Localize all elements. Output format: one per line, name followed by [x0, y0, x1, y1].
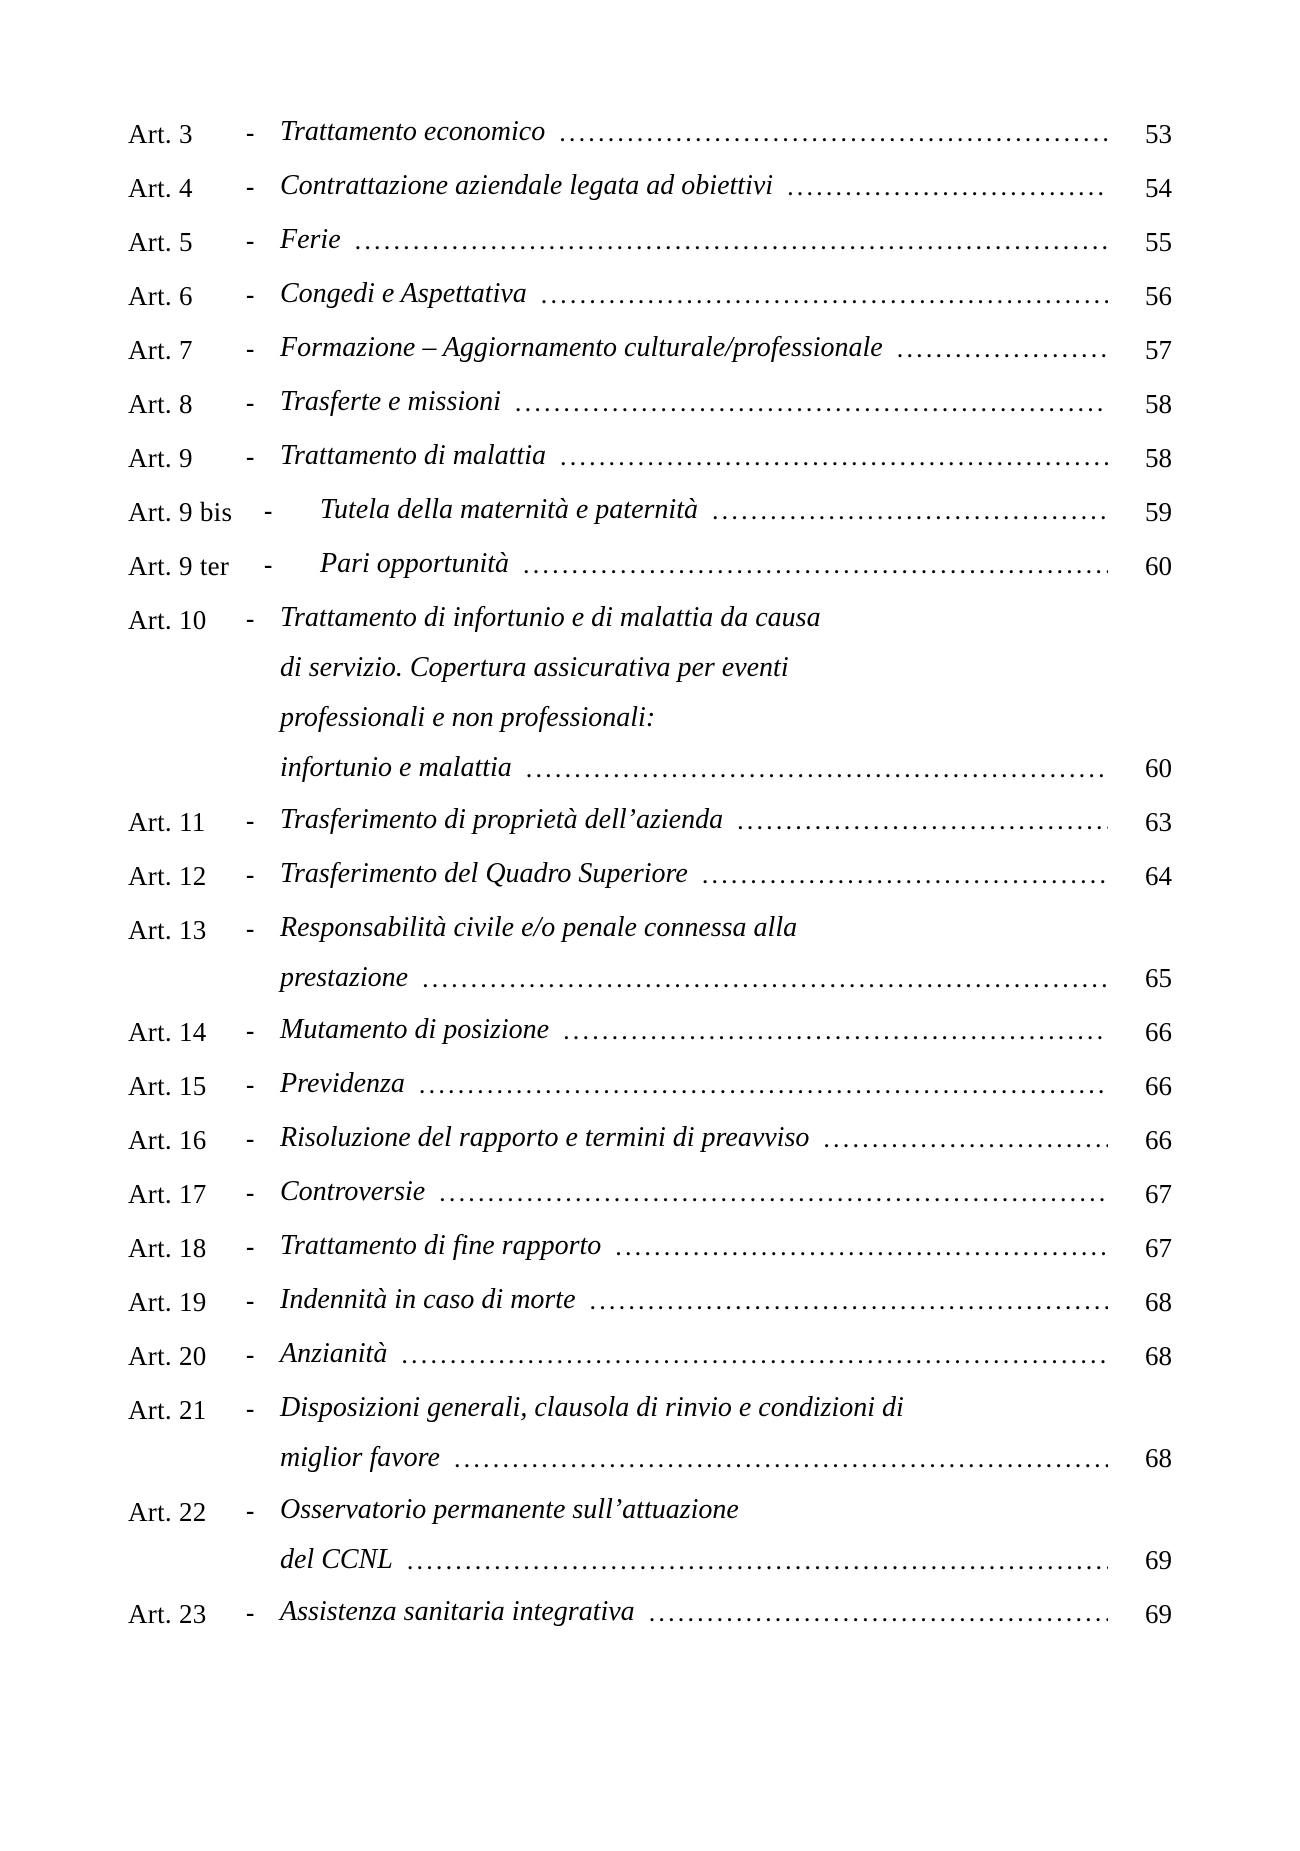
toc-entry[interactable] — [128, 334, 1172, 364]
toc-entry-title: Anzianità — [280, 1338, 388, 1369]
toc-entry[interactable] — [128, 1178, 1172, 1208]
dot-leader — [419, 1082, 1108, 1098]
dot-leader — [590, 1298, 1108, 1314]
toc-separator-dash: - — [246, 174, 255, 201]
toc-article-label: Art. 21 — [128, 1395, 207, 1425]
toc-article-label: Art. 8 — [128, 389, 193, 419]
dot-leader — [407, 1558, 1108, 1574]
toc-entry-title: Congedi e Aspettativa — [280, 278, 527, 309]
toc-entry-title: Disposizioni generali, clausola di rinvio e condizioni di — [280, 1392, 904, 1423]
toc-entry-title: Formazione – Aggiornamento culturale/professionale — [280, 332, 883, 363]
toc-page-number: 63 — [1145, 807, 1172, 837]
toc-entry-title: Indennità in caso di morte — [280, 1284, 576, 1315]
toc-entry-body — [280, 604, 1114, 782]
toc-page-number: 66 — [1145, 1125, 1172, 1155]
toc-article-label: Art. 11 — [128, 807, 206, 837]
toc-article-label: Art. 15 — [128, 1071, 207, 1101]
toc-entry-title-continuation: infortunio e malattia — [280, 752, 512, 783]
toc-separator-dash: - — [246, 606, 255, 633]
toc-entry-body — [280, 1232, 1114, 1260]
toc-entry-body — [280, 172, 1114, 200]
dot-leader — [649, 1610, 1108, 1626]
toc-page-number: 67 — [1145, 1233, 1172, 1263]
dot-leader — [559, 130, 1108, 146]
toc-entry-body — [280, 1070, 1114, 1098]
toc-article-label: Art. 16 — [128, 1125, 207, 1155]
toc-entry-title: Trasferimento del Quadro Superiore — [280, 858, 688, 889]
toc-article-label: Art. 12 — [128, 861, 207, 891]
toc-entry-title: Trasferte e missioni — [280, 386, 501, 417]
toc-entry-body — [280, 914, 1114, 992]
toc-entry-body — [280, 280, 1114, 308]
toc-entry-body — [280, 1286, 1114, 1314]
toc-entry-title: Controversie — [280, 1176, 426, 1207]
toc-article-label: Art. 6 — [128, 281, 193, 311]
toc-article-label: Art. 9 bis — [128, 497, 233, 527]
toc-article-label: Art. 5 — [128, 227, 193, 257]
toc-entry-title-continuation: del CCNL — [280, 1544, 393, 1575]
toc-separator-dash: - — [246, 1234, 255, 1261]
dot-leader — [897, 346, 1108, 362]
toc-entry-body — [280, 806, 1114, 834]
toc-entry[interactable] — [128, 496, 1172, 526]
toc-page-number: 68 — [1145, 1443, 1172, 1473]
toc-entry-body — [298, 496, 1114, 524]
dot-leader — [454, 1456, 1108, 1472]
toc-separator-dash: - — [246, 336, 255, 363]
toc-entry-title: Mutamento di posizione — [280, 1014, 550, 1045]
toc-entry-title-continuation: prestazione — [280, 962, 409, 993]
toc-article-label: Art. 20 — [128, 1341, 207, 1371]
toc-entry-body — [280, 860, 1114, 888]
toc-entry[interactable] — [128, 172, 1172, 202]
toc-entry[interactable] — [128, 1496, 1172, 1574]
dot-leader — [422, 976, 1108, 992]
toc-separator-dash: - — [246, 1180, 255, 1207]
toc-page-number: 55 — [1145, 227, 1172, 257]
toc-separator-dash: - — [246, 444, 255, 471]
toc-entry[interactable] — [128, 226, 1172, 256]
dot-leader — [523, 562, 1108, 578]
table-of-contents — [128, 118, 1172, 1652]
toc-separator-dash: - — [246, 1498, 255, 1525]
toc-entry-body — [280, 1340, 1114, 1368]
toc-article-label: Art. 13 — [128, 915, 207, 945]
toc-entry-body — [280, 1124, 1114, 1152]
toc-separator-dash: - — [246, 1072, 255, 1099]
toc-page-number: 60 — [1145, 551, 1172, 581]
toc-entry[interactable] — [128, 1286, 1172, 1316]
toc-entry-title: Trattamento economico — [280, 116, 546, 147]
dot-leader — [541, 292, 1108, 308]
toc-separator-dash: - — [246, 1342, 255, 1369]
toc-separator-dash: - — [246, 916, 255, 943]
toc-article-label: Art. 3 — [128, 119, 193, 149]
toc-separator-dash: - — [246, 228, 255, 255]
toc-separator-dash: - — [246, 1600, 255, 1627]
toc-separator-dash: - — [246, 862, 255, 889]
toc-entry-title: Trasferimento di proprietà dell’azienda — [280, 804, 724, 835]
toc-page-number: 54 — [1145, 173, 1172, 203]
dot-leader — [615, 1244, 1108, 1260]
toc-entry[interactable] — [128, 1070, 1172, 1100]
toc-page-number: 66 — [1145, 1071, 1172, 1101]
toc-entry[interactable] — [128, 860, 1172, 890]
toc-entry[interactable] — [128, 914, 1172, 992]
toc-entry-title: Responsabilità civile e/o penale connessa alla — [280, 912, 798, 943]
toc-entry[interactable] — [128, 388, 1172, 418]
toc-entry-body — [280, 334, 1114, 362]
toc-entry-title-continuation: di servizio. Copertura assicurativa per eventi — [280, 652, 789, 683]
toc-separator-dash: - — [246, 1288, 255, 1315]
toc-entry-body — [280, 1016, 1114, 1044]
toc-separator-dash: - — [264, 552, 273, 579]
toc-page-number: 68 — [1145, 1341, 1172, 1371]
dot-leader — [401, 1352, 1108, 1368]
toc-separator-dash: - — [246, 120, 255, 147]
dot-leader — [439, 1190, 1108, 1206]
toc-entry-body — [280, 1496, 1114, 1574]
toc-article-label: Art. 14 — [128, 1017, 207, 1047]
toc-article-label: Art. 9 ter — [128, 551, 230, 581]
toc-entry-title: Contrattazione aziendale legata ad obiettivi — [280, 170, 774, 201]
toc-entry-title: Tutela della maternità e paternità — [320, 494, 698, 525]
toc-article-label: Art. 22 — [128, 1497, 207, 1527]
toc-page-number: 58 — [1145, 443, 1172, 473]
toc-entry[interactable] — [128, 1340, 1172, 1370]
dot-leader — [515, 400, 1108, 416]
toc-article-label: Art. 4 — [128, 173, 193, 203]
toc-entry-title-continuation: miglior favore — [280, 1442, 440, 1473]
toc-entry-body — [280, 442, 1114, 470]
toc-entry[interactable] — [128, 118, 1172, 148]
toc-entry-title: Osservatorio permanente sull’attuazione — [280, 1494, 739, 1525]
toc-entry[interactable] — [128, 806, 1172, 836]
dot-leader — [560, 454, 1108, 470]
toc-article-label: Art. 10 — [128, 605, 207, 635]
dot-leader — [563, 1028, 1108, 1044]
dot-leader — [787, 184, 1108, 200]
toc-entry-body — [280, 1394, 1114, 1472]
toc-entry-body — [280, 388, 1114, 416]
toc-page-number: 69 — [1145, 1545, 1172, 1575]
toc-article-label: Art. 19 — [128, 1287, 207, 1317]
toc-entry-title: Risoluzione del rapporto e termini di preavviso — [280, 1122, 810, 1153]
toc-entry-title: Trattamento di fine rapporto — [280, 1230, 602, 1261]
toc-page-number: 67 — [1145, 1179, 1172, 1209]
toc-entry[interactable] — [128, 1232, 1172, 1262]
toc-entry-body — [280, 118, 1114, 146]
dot-leader — [823, 1136, 1108, 1152]
toc-page-number: 57 — [1145, 335, 1172, 365]
toc-entry-body — [280, 1598, 1114, 1626]
toc-entry[interactable] — [128, 604, 1172, 782]
toc-entry[interactable] — [128, 442, 1172, 472]
toc-separator-dash: - — [246, 282, 255, 309]
toc-entry-title: Trattamento di infortunio e di malattia da causa — [280, 602, 821, 633]
toc-separator-dash: - — [246, 808, 255, 835]
toc-entry-title: Ferie — [280, 224, 341, 255]
dot-leader — [526, 766, 1108, 782]
toc-entry[interactable] — [128, 280, 1172, 310]
toc-entry[interactable] — [128, 1394, 1172, 1472]
toc-article-label: Art. 18 — [128, 1233, 207, 1263]
toc-page-number: 66 — [1145, 1017, 1172, 1047]
toc-article-label: Art. 17 — [128, 1179, 207, 1209]
toc-entry-body — [298, 550, 1114, 578]
toc-page-number: 68 — [1145, 1287, 1172, 1317]
toc-article-label: Art. 7 — [128, 335, 193, 365]
toc-entry[interactable] — [128, 550, 1172, 580]
toc-entry-body — [280, 226, 1114, 254]
toc-separator-dash: - — [246, 390, 255, 417]
toc-entry-title: Trattamento di malattia — [280, 440, 547, 471]
dot-leader — [355, 238, 1108, 254]
dot-leader — [702, 872, 1108, 888]
toc-entry-title: Pari opportunità — [320, 548, 510, 579]
toc-entry-body — [280, 1178, 1114, 1206]
toc-entry-title-continuation: professionali e non professionali: — [280, 702, 656, 733]
toc-entry-title: Assistenza sanitaria integrativa — [280, 1596, 635, 1627]
toc-article-label: Art. 9 — [128, 443, 193, 473]
toc-page-number: 69 — [1145, 1599, 1172, 1629]
dot-leader — [712, 508, 1108, 524]
toc-entry[interactable] — [128, 1124, 1172, 1154]
toc-separator-dash: - — [246, 1396, 255, 1423]
toc-entry-title: Previdenza — [280, 1068, 405, 1099]
toc-entry[interactable] — [128, 1598, 1172, 1628]
toc-separator-dash: - — [246, 1126, 255, 1153]
dot-leader — [737, 818, 1108, 834]
toc-entry[interactable] — [128, 1016, 1172, 1046]
toc-article-label: Art. 23 — [128, 1599, 207, 1629]
toc-page-number: 65 — [1145, 963, 1172, 993]
toc-page-number: 56 — [1145, 281, 1172, 311]
toc-page-number: 58 — [1145, 389, 1172, 419]
toc-page-number: 60 — [1145, 753, 1172, 783]
toc-separator-dash: - — [246, 1018, 255, 1045]
toc-page-number: 53 — [1145, 119, 1172, 149]
toc-page-number: 59 — [1145, 497, 1172, 527]
toc-page-number: 64 — [1145, 861, 1172, 891]
toc-separator-dash: - — [264, 498, 273, 525]
